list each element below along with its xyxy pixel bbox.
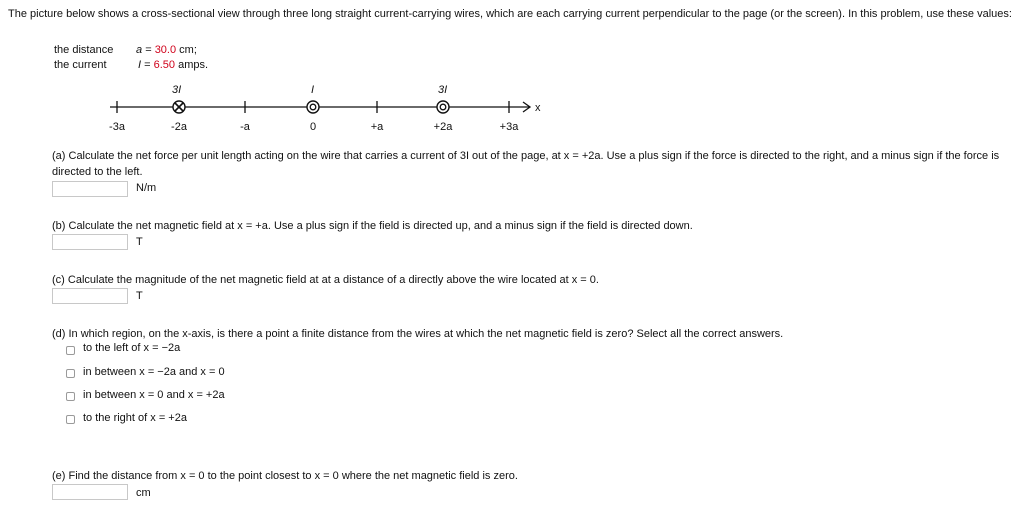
given-current-row (54, 58, 107, 73)
x-axis-label: x (535, 102, 541, 114)
option-right-checkbox[interactable] (66, 415, 75, 424)
tick-label: +a (370, 121, 384, 133)
answer-e-input[interactable] (52, 484, 128, 500)
question-b-text: (b) Calculate the net magnetic field at x = +a. Use a plus sign if the field is directed up, and a minus sign if the field is directed down. (52, 220, 693, 232)
answer-a-unit: N/m (136, 182, 157, 194)
option-right-label: to the right of x = +2a (83, 412, 187, 424)
tick-label: +2a (433, 121, 453, 133)
given-distance-row (54, 43, 113, 58)
option-between-neg2a-0-label: in between x = −2a and x = 0 (83, 366, 225, 378)
answer-c-input[interactable] (52, 288, 128, 304)
distance-value: 30.0 (154, 44, 177, 56)
wire-label-I: I (311, 84, 315, 96)
distance-eq: = (145, 44, 152, 56)
tick-label: +3a (499, 121, 519, 133)
distance-var-row (136, 43, 197, 58)
question-d-text: (d) In which region, on the x-axis, is there a point a finite distance from the wires at which the net magnetic field is zero? Select all the correct answers. (52, 328, 784, 340)
current-unit: amps. (178, 59, 209, 71)
option-between-0-2a-label: in between x = 0 and x = +2a (83, 389, 225, 401)
current-eq: = (144, 59, 151, 71)
distance-label: the distance (54, 44, 114, 56)
distance-var: a (136, 44, 143, 56)
answer-a-input[interactable] (52, 181, 128, 197)
problem-intro: The picture below shows a cross-sectional view through three long straight current-carrying wires, which are each carrying current perpendicular to the page (or the screen). In this problem, use these values: (8, 8, 1012, 20)
answer-b-input[interactable] (52, 234, 128, 250)
option-left-label: to the left of x = −2a (83, 342, 181, 354)
answer-e-unit: cm (136, 487, 151, 499)
current-var-row (138, 58, 208, 73)
answer-c-unit: T (136, 290, 143, 302)
wire-label-3I-right: 3I (438, 84, 448, 96)
question-a-text: (a) Calculate the net force per unit length acting on the wire that carries a current of 3I out of the page, at x = +2a. Use a plus sign if the force is directed to the right, and a minus sign if the force is directed to the left. (52, 150, 1000, 178)
question-e-text: (e) Find the distance from x = 0 to the point closest to x = 0 where the net magnetic field is zero. (52, 470, 518, 482)
option-left-checkbox[interactable] (66, 346, 75, 355)
tick-label: 0 (309, 121, 317, 133)
wire-label-3I-left: 3I (172, 84, 182, 96)
wire-diagram (0, 80, 1024, 140)
current-label: the current (54, 59, 107, 71)
answer-b-unit: T (136, 236, 143, 248)
question-c-text: (c) Calculate the magnitude of the net magnetic field at at a distance of a directly above the wire located at x = 0. (52, 274, 599, 286)
tick-label: -2a (171, 121, 187, 133)
tick-label: -a (240, 121, 250, 133)
tick-label: -3a (109, 121, 125, 133)
current-var: I (138, 59, 142, 71)
distance-unit: cm; (179, 44, 197, 56)
option-between-neg2a-0-checkbox[interactable] (66, 369, 75, 378)
option-between-0-2a-checkbox[interactable] (66, 392, 75, 401)
current-value: 6.50 (153, 59, 176, 71)
